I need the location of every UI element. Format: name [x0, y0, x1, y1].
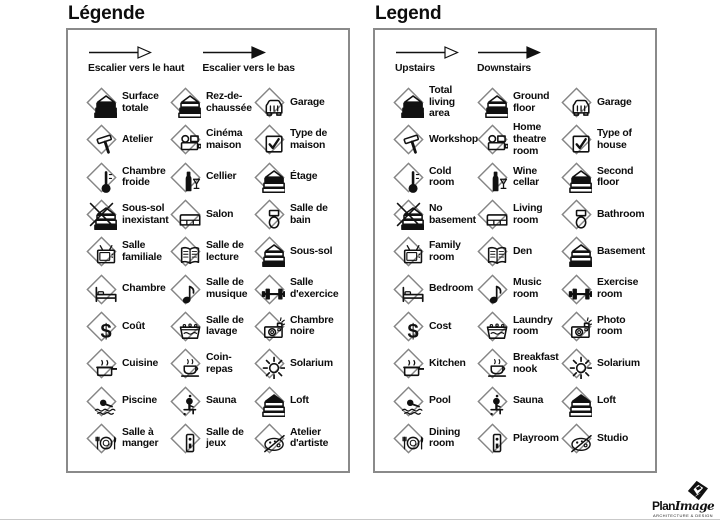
legend-item-label: Garage: [290, 96, 325, 108]
legend-item-label: Salle à manger: [122, 426, 159, 450]
legend-item-label: Salle de lecture: [206, 240, 244, 263]
projector-icon: [170, 124, 201, 155]
legend-box-english: [373, 28, 657, 473]
up-arrow-icon: [88, 46, 152, 59]
legend-item: [250, 345, 346, 382]
downstairs-arrow-group: [477, 46, 541, 74]
legend-item: [82, 270, 166, 307]
legend-item: [82, 308, 166, 345]
legend-item: [82, 345, 166, 382]
legend-item: [82, 196, 169, 233]
legend-item: [389, 270, 473, 307]
legend-item-label: Cellier: [206, 171, 237, 183]
game-piece-icon: [170, 423, 201, 454]
legend-item: [166, 121, 250, 158]
legend-item: [250, 84, 346, 121]
downstairs-arrow-group: [202, 46, 294, 74]
cooking-pot-icon: [86, 348, 117, 379]
legend-item-label: Salle de lavage: [206, 314, 244, 338]
legend-item: [473, 196, 557, 233]
legend-item-label: Photo room: [597, 314, 626, 338]
legend-grid-english: [389, 84, 653, 457]
barbell-icon: [561, 274, 592, 305]
legend-item: [389, 233, 473, 270]
upstairs-arrow-label: Upstairs: [395, 63, 435, 74]
house-check-icon: [561, 124, 592, 155]
camera-icon: [254, 311, 285, 342]
stack-upper-icon: [561, 162, 592, 193]
planimage-logo: [651, 480, 715, 518]
legend-item-label: Atelier d'artiste: [290, 426, 329, 450]
stack-upper-icon: [254, 162, 285, 193]
swimmer-icon: [86, 386, 117, 417]
legend-item: [250, 233, 346, 270]
hammer-icon: [86, 124, 117, 155]
legend-item: [473, 121, 557, 158]
stair-arrows: [88, 46, 295, 74]
legend-item-label: Workshop: [429, 134, 479, 146]
legend-item-label: Living room: [513, 202, 543, 226]
legend-grid-french: [82, 84, 346, 457]
coffee-cup-icon: [477, 348, 508, 379]
legend-item-label: Cold room: [429, 165, 455, 189]
legend-item-label: Studio: [597, 432, 629, 444]
legend-item: [82, 84, 166, 121]
sun-icon: [254, 348, 285, 379]
legend-item-label: Exercise room: [597, 277, 639, 301]
dollar-icon: [393, 311, 424, 342]
panel-title-english: Legend: [375, 3, 442, 24]
projector-icon: [477, 124, 508, 155]
legend-item: [250, 382, 346, 419]
hammer-icon: [393, 124, 424, 155]
legend-item: [389, 308, 473, 345]
legend-item-label: Salle de musique: [206, 277, 248, 301]
sun-icon: [561, 348, 592, 379]
legend-item-label: Bedroom: [429, 283, 474, 295]
house-check-icon: [254, 124, 285, 155]
sauna-person-icon: [477, 386, 508, 417]
tv-icon: [393, 236, 424, 267]
legend-item-label: Salle familiale: [122, 240, 162, 263]
legend-item-label: Loft: [290, 395, 309, 407]
legend-item: [82, 121, 166, 158]
panel-title-french: Légende: [68, 3, 145, 24]
legend-item-label: Salle de jeux: [206, 426, 244, 450]
legend-item: [166, 233, 250, 270]
legend-item-label: Cinéma maison: [206, 128, 243, 151]
thermometer-icon: [393, 162, 424, 193]
wine-icon: [477, 162, 508, 193]
legend-item: [389, 196, 476, 233]
legend-item: [166, 270, 250, 307]
legend-item-label: Second floor: [597, 165, 634, 189]
legend-item: [82, 159, 166, 196]
garage-icon: [561, 87, 592, 118]
legend-item: [166, 382, 250, 419]
sauna-person-icon: [170, 386, 201, 417]
stack-all-icon: [86, 87, 117, 118]
legend-item-label: Étage: [290, 171, 318, 183]
bed-icon: [86, 274, 117, 305]
legend-item: [82, 233, 166, 270]
legend-item-label: Salon: [206, 208, 234, 220]
stack-all-icon: [393, 87, 424, 118]
legend-item-label: Solarium: [290, 357, 333, 369]
game-piece-icon: [477, 423, 508, 454]
legend-item: [473, 308, 557, 345]
brand-italic: Image: [674, 499, 715, 513]
toilet-icon: [254, 199, 285, 230]
washtub-icon: [477, 311, 508, 342]
legend-item-label: Loft: [597, 395, 616, 407]
legend-item: [557, 121, 653, 158]
legend-item: [389, 420, 473, 457]
legend-item-label: Rez-de-chaussée: [206, 91, 252, 114]
legend-item-label: Chambre noire: [290, 314, 334, 338]
legend-item: [389, 159, 473, 196]
legend-item: [473, 382, 557, 419]
legend-item: [557, 84, 653, 121]
legend-panel-french: [66, 2, 350, 473]
legend-item: [389, 382, 473, 419]
legend-item: [166, 159, 250, 196]
legend-item-label: Type of house: [597, 128, 632, 151]
legend-item: [82, 420, 166, 457]
legend-item: [473, 233, 557, 270]
no-basement-icon: [393, 199, 424, 230]
dinner-plate-icon: [393, 423, 424, 454]
sofa-icon: [170, 199, 201, 230]
legend-item: [557, 196, 653, 233]
legend-item: [166, 308, 250, 345]
dinner-plate-icon: [86, 423, 117, 454]
upstairs-arrow-group: [88, 46, 184, 74]
stack-top-icon: [561, 386, 592, 417]
legend-item: [473, 420, 557, 457]
book-icon: [170, 236, 201, 267]
planimage-brand: [651, 500, 715, 512]
legend-item-label: Coin-repas: [206, 352, 233, 375]
page-bottom-rule: [0, 519, 720, 520]
washtub-icon: [170, 311, 201, 342]
legend-item-label: Surface totale: [122, 91, 159, 114]
downstairs-arrow-label: Escalier vers le bas: [202, 63, 295, 74]
legend-item-label: Wine cellar: [513, 165, 539, 189]
music-note-icon: [170, 274, 201, 305]
legend-item: [166, 84, 250, 121]
legend-item-label: Total living area: [429, 85, 455, 120]
legend-item-label: Salle de bain: [290, 202, 328, 226]
legend-item-label: Laundry room: [513, 314, 553, 338]
legend-item-label: Cost: [429, 320, 452, 332]
legend-item-label: Chambre froide: [122, 165, 166, 189]
upstairs-arrow-group: [395, 46, 459, 74]
wine-icon: [170, 162, 201, 193]
legend-item-label: Bathroom: [597, 208, 645, 220]
legend-item-label: Cuisine: [122, 357, 159, 369]
legend-item-label: Garage: [597, 96, 632, 108]
legend-box-french: [66, 28, 350, 473]
legend-item-label: Dining room: [429, 426, 461, 450]
legend-item: [557, 420, 653, 457]
cooking-pot-icon: [393, 348, 424, 379]
bed-icon: [393, 274, 424, 305]
stair-arrows: [395, 46, 541, 74]
music-note-icon: [477, 274, 508, 305]
legend-item-label: Sous-sol: [290, 246, 333, 258]
legend-item: [389, 345, 473, 382]
legend-item: [557, 382, 653, 419]
down-arrow-icon: [477, 46, 541, 59]
legend-item-label: Den: [513, 246, 533, 258]
stack-ground-icon: [477, 87, 508, 118]
legend-item-label: Coût: [122, 320, 145, 332]
stack-ground-icon: [170, 87, 201, 118]
brand-bold: Plan: [651, 499, 675, 513]
legend-item-label: Sous-sol inexistant: [122, 202, 169, 226]
legend-item: [250, 270, 346, 307]
legend-item: [250, 159, 346, 196]
legend-item-label: Basement: [597, 246, 646, 258]
legend-item: [166, 345, 250, 382]
thermometer-icon: [86, 162, 117, 193]
upstairs-arrow-label: Escalier vers le haut: [88, 63, 185, 74]
legend-item: [250, 121, 346, 158]
legend-item-label: Home theatre room: [513, 122, 547, 157]
legend-item-label: Family room: [429, 240, 461, 263]
camera-icon: [561, 311, 592, 342]
legend-item-label: Sauna: [513, 395, 544, 407]
legend-item: [557, 233, 653, 270]
planimage-logo-icon: [686, 480, 709, 501]
legend-item-label: Breakfast nook: [513, 352, 559, 375]
legend-item: [557, 270, 653, 307]
book-icon: [477, 236, 508, 267]
legend-item-label: Salle d'exercice: [290, 277, 339, 301]
down-arrow-icon: [202, 46, 266, 59]
dollar-icon: [86, 311, 117, 342]
no-basement-icon: [86, 199, 117, 230]
legend-item: [473, 345, 557, 382]
legend-item: [166, 420, 250, 457]
legend-panel-english: [373, 2, 657, 473]
legend-item: [166, 196, 250, 233]
downstairs-arrow-label: Downstairs: [477, 63, 532, 74]
stack-bottom-icon: [561, 236, 592, 267]
palette-icon: [254, 423, 285, 454]
stack-bottom-icon: [254, 236, 285, 267]
toilet-icon: [561, 199, 592, 230]
legend-item-label: Pool: [429, 395, 451, 407]
legend-item-label: Chambre: [122, 283, 166, 295]
legend-item: [557, 159, 653, 196]
legend-item-label: Piscine: [122, 395, 157, 407]
legend-item-label: Sauna: [206, 395, 237, 407]
legend-item: [389, 121, 479, 158]
tv-icon: [86, 236, 117, 267]
legend-item: [557, 308, 653, 345]
legend-item: [250, 420, 346, 457]
legend-item-label: Atelier: [122, 134, 153, 146]
barbell-icon: [254, 274, 285, 305]
legend-item: [82, 382, 166, 419]
swimmer-icon: [393, 386, 424, 417]
legend-item-label: Type de maison: [290, 128, 328, 151]
legend-item-label: Playroom: [513, 432, 559, 444]
legend-item: [557, 345, 653, 382]
legend-item: [389, 84, 473, 121]
legend-item: [473, 159, 557, 196]
legend-item-label: Kitchen: [429, 357, 466, 369]
legend-item: [473, 270, 557, 307]
legend-item-label: No basement: [429, 202, 476, 226]
coffee-cup-icon: [170, 348, 201, 379]
legend-item-label: Ground floor: [513, 91, 550, 114]
planimage-tagline: ARCHITECTURE & DESIGN: [653, 513, 713, 518]
legend-item-label: Solarium: [597, 357, 640, 369]
palette-icon: [561, 423, 592, 454]
sofa-icon: [477, 199, 508, 230]
up-arrow-icon: [395, 46, 459, 59]
legend-item: [250, 196, 346, 233]
stack-top-icon: [254, 386, 285, 417]
legend-item: [250, 308, 346, 345]
garage-icon: [254, 87, 285, 118]
legend-item: [473, 84, 557, 121]
legend-item-label: Music room: [513, 277, 542, 301]
